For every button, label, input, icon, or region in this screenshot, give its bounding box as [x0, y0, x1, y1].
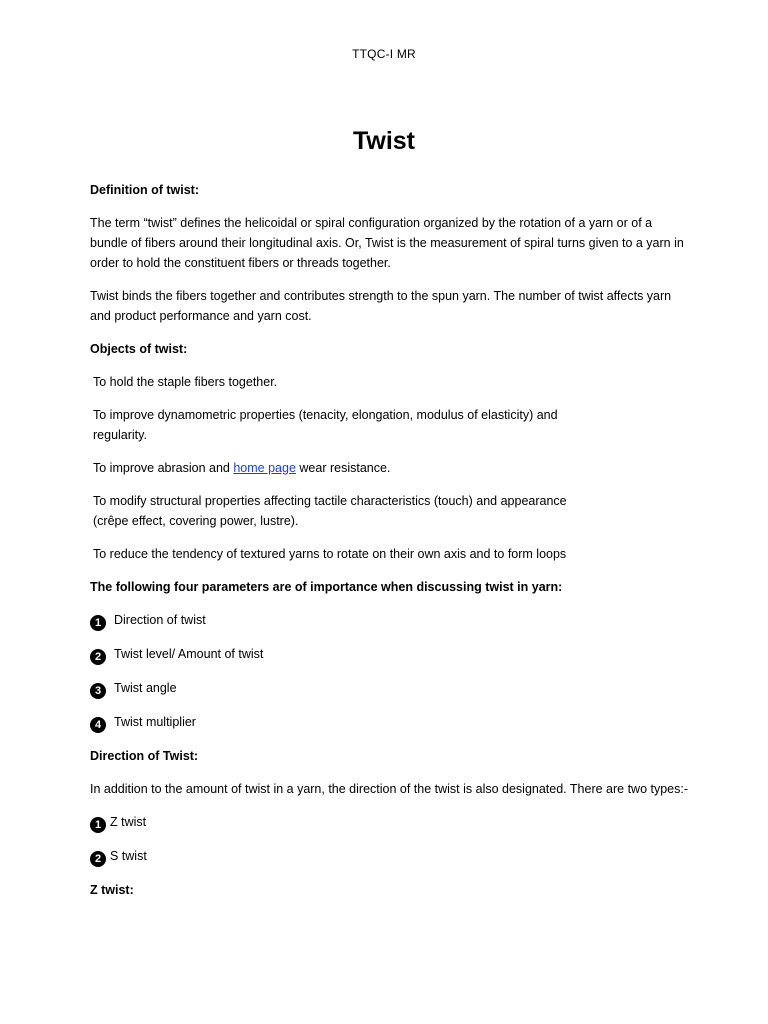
- type-item: [90, 846, 690, 867]
- parameter-item: [90, 678, 690, 699]
- objects-item-3: [90, 458, 690, 478]
- page-title: Twist: [352, 127, 416, 155]
- home-page-link[interactable]: home page: [233, 461, 296, 475]
- type-label: Z twist: [110, 815, 147, 829]
- objects-item-1: To hold the staple fibers together.: [93, 375, 278, 389]
- parameter-item: [90, 610, 690, 631]
- number-1-icon: 1: [90, 817, 106, 833]
- number-2-icon: 2: [90, 649, 106, 665]
- parameter-label: Direction of twist: [114, 613, 206, 627]
- parameter-label: Twist angle: [114, 681, 177, 695]
- document-body: [90, 180, 690, 913]
- objects-item-3-before: To improve abrasion and: [93, 461, 234, 475]
- definition-paragraph-2: Twist binds the fibers together and contributes strength to the spun yarn. The number of twist affects yarn and product performance and yarn cost.: [90, 289, 672, 323]
- z-twist-heading: Z twist:: [90, 883, 134, 897]
- type-item: [90, 812, 690, 833]
- direction-paragraph: In addition to the amount of twist in a yarn, the direction of the twist is also designated. There are two types:-: [90, 782, 689, 796]
- parameter-item: [90, 712, 690, 733]
- objects-item-4: To modify structural properties affecting tactile characteristics (touch) and appearance (crêpe effect, covering power, lustre).: [93, 494, 567, 528]
- objects-item-2: To improve dynamometric properties (tenacity, elongation, modulus of elasticity) and regularity.: [93, 408, 558, 442]
- number-4-icon: 4: [90, 717, 106, 733]
- definition-heading: Definition of twist:: [90, 183, 200, 197]
- parameter-label: Twist level/ Amount of twist: [114, 647, 264, 661]
- parameter-label: Twist multiplier: [114, 715, 196, 729]
- definition-paragraph-1: The term “twist” defines the helicoidal or spiral configuration organized by the rotation of a yarn or of a bundle of fibers around their longitudinal axis. Or, Twist is the measurement of spiral turns given to a yarn in order to hold the constituent fibers or threads together.: [90, 216, 684, 270]
- objects-heading: Objects of twist:: [90, 342, 188, 356]
- type-label: S twist: [110, 849, 147, 863]
- parameter-item: [90, 644, 690, 665]
- parameters-heading: The following four parameters are of importance when discussing twist in yarn:: [90, 580, 563, 594]
- objects-item-3-after: wear resistance.: [295, 461, 391, 475]
- number-3-icon: 3: [90, 683, 106, 699]
- number-1-icon: 1: [90, 615, 106, 631]
- number-2-icon: 2: [90, 851, 106, 867]
- page-header: TTQC-I MR: [352, 47, 416, 61]
- direction-heading: Direction of Twist:: [90, 749, 199, 763]
- objects-item-5: To reduce the tendency of textured yarns to rotate on their own axis and to form loops: [93, 547, 567, 561]
